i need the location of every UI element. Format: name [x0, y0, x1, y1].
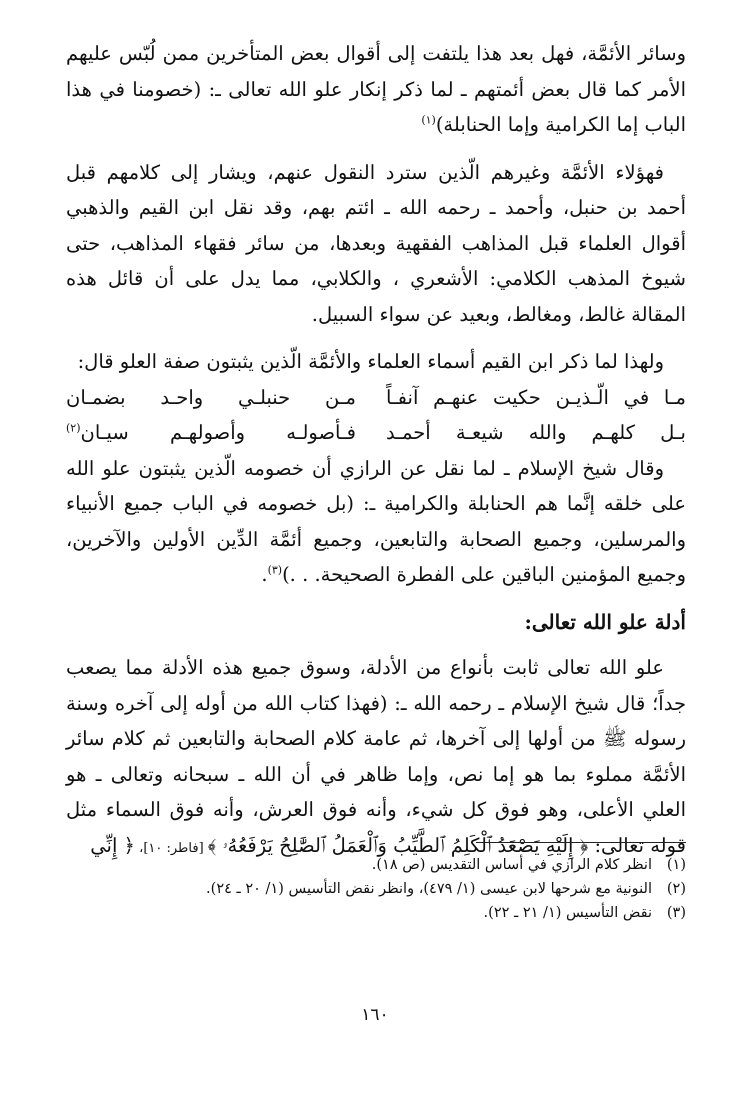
paragraph-2: فهؤلاء الأئمَّة وغيرهم الّذين سترد النقول عنهم، ويشار إلى كلامهم قبل أحمد بن حنبل، وأحمد ـ رحمه الله ـ ائتم بهم، وقد نقل ابن القيم والذهبي أقوال العلماء قبل المذاهب الفقهية وبعدها، من سائر فقهاء المذاهب، حتى شيوخ المذهب الكلامي: الأشعري ، والكلابي، مما يدل على أن قائل هذه المقالة غالط، ومغالط، وبعيد عن سواء السبيل. — [66, 160, 686, 326]
footnotes — [66, 842, 686, 925]
footnote-ref-1[interactable]: (١) — [421, 113, 436, 127]
quran-citation: [فاطر: ١٠]، — [135, 840, 208, 856]
poem-verse-1 — [66, 380, 686, 416]
paragraph-3: ولهذا لما ذكر ابن القيم أسماء العلماء والأئمَّة الّذين يثبتون صفة العلو قال: — [77, 350, 664, 373]
verse-2-second-hemistich — [66, 415, 356, 451]
footnote-ref-3[interactable]: (٣) — [267, 563, 283, 577]
footnote-2 — [66, 877, 686, 901]
poem — [66, 380, 686, 451]
paragraph-5 — [66, 650, 686, 866]
page-number: ١٦٠ — [361, 1005, 389, 1025]
paragraph-5-tail: ﴿ إِنِّي — [90, 833, 135, 857]
verse-2-first-hemistich: بـل كلهـم والله شيعـة أحمـد — [386, 421, 686, 444]
paragraph-4-end: . — [261, 563, 268, 586]
footnote-divider — [476, 842, 686, 843]
paragraph-5-text: علو الله تعالى ثابت بأنواع من الأدلة، وسوق جميع هذه الأدلة مما يصعب جداً؛ قال شيخ الإسلام ـ رحمه الله ـ: (فهذا كتاب الله من أوله إلى آخره وسنة رسوله ﷺ من أولها إلى آخرها، ثم عامة كلام الصحابة والتابعين ثم كلام سائر الأئمَّة مملوء بما هو إما نص، وإما ظاهر في أن الله ـ سبحانه وتعالى ـ هو العلي الأعلى، وهو فوق كل شيء، وأنه فوق العرش، وأنه فوق السماء مثل قوله تعالى: ﴿ إِلَيْهِ يَصْعَدُ ٱلْكَلِمُ ٱلطَّيِّبُ وَٱلْعَمَلُ ٱلصَّٰلِحُ يَرْفَعُهُۥ ﴾ — [66, 656, 686, 857]
footnote-1 — [66, 853, 686, 877]
page-body — [66, 36, 686, 866]
verse-2-second-text: فـأصولـه وأصولهـم سيـان — [80, 421, 356, 444]
section-heading: أدلة علو الله تعالى: — [524, 609, 686, 634]
footnote-2-number: (٢) — [666, 881, 686, 897]
footnote-3-text: نقض التأسيس (١/ ٢١ ـ ٢٢). — [483, 905, 652, 921]
paragraph-1-text: وسائر الأئمَّة، فهل بعد هذا يلتفت إلى أقوال بعض المتأخرين ممن لُبّس عليهم الأمر كما قال بعض أئمتهم ـ لما ذكر إنكار علو الله تعالى ـ: (خصومنا في هذا الباب إما الكرامية وإما الحنابلة) — [66, 42, 686, 136]
paragraph-4-text: وقال شيخ الإسلام ـ لما نقل عن الرازي أن خصومه الّذين يثبتون علو الله على خلقه إنَّما هم الحنابلة والكرامية ـ: (بل خصومه في الباب جميع الأنبياء والمرسلين، وجميع الصحابة والتابعين، وجميع أئمَّة الدِّين الأولين والآخرين، وجميع المؤمنين الباقين على الفطرة الصحيحة. . .) — [66, 456, 686, 586]
paragraph-4 — [66, 451, 686, 593]
paragraph-1 — [66, 36, 686, 143]
poem-verse-2 — [66, 415, 686, 451]
footnote-2-text: النونية مع شرحها لابن عيسى (١/ ٤٧٩)، وانظر نقض التأسيس (١/ ٢٠ ـ ٢٤). — [206, 881, 652, 897]
footnote-1-text: انظر كلام الرازي في أساس التقديس (ص ١٨). — [371, 857, 652, 873]
footnote-1-number: (١) — [666, 857, 686, 873]
footnote-3-number: (٣) — [666, 905, 686, 921]
footnote-3 — [66, 901, 686, 925]
verse-1-second-hemistich: مـن حنبلـي واحـد بضمـان — [66, 385, 356, 409]
footnote-ref-2[interactable]: (٢) — [66, 421, 81, 435]
verse-1-first-hemistich: مـا في الّـذيـن حكيت عنهـم آنفـاً — [386, 385, 686, 409]
